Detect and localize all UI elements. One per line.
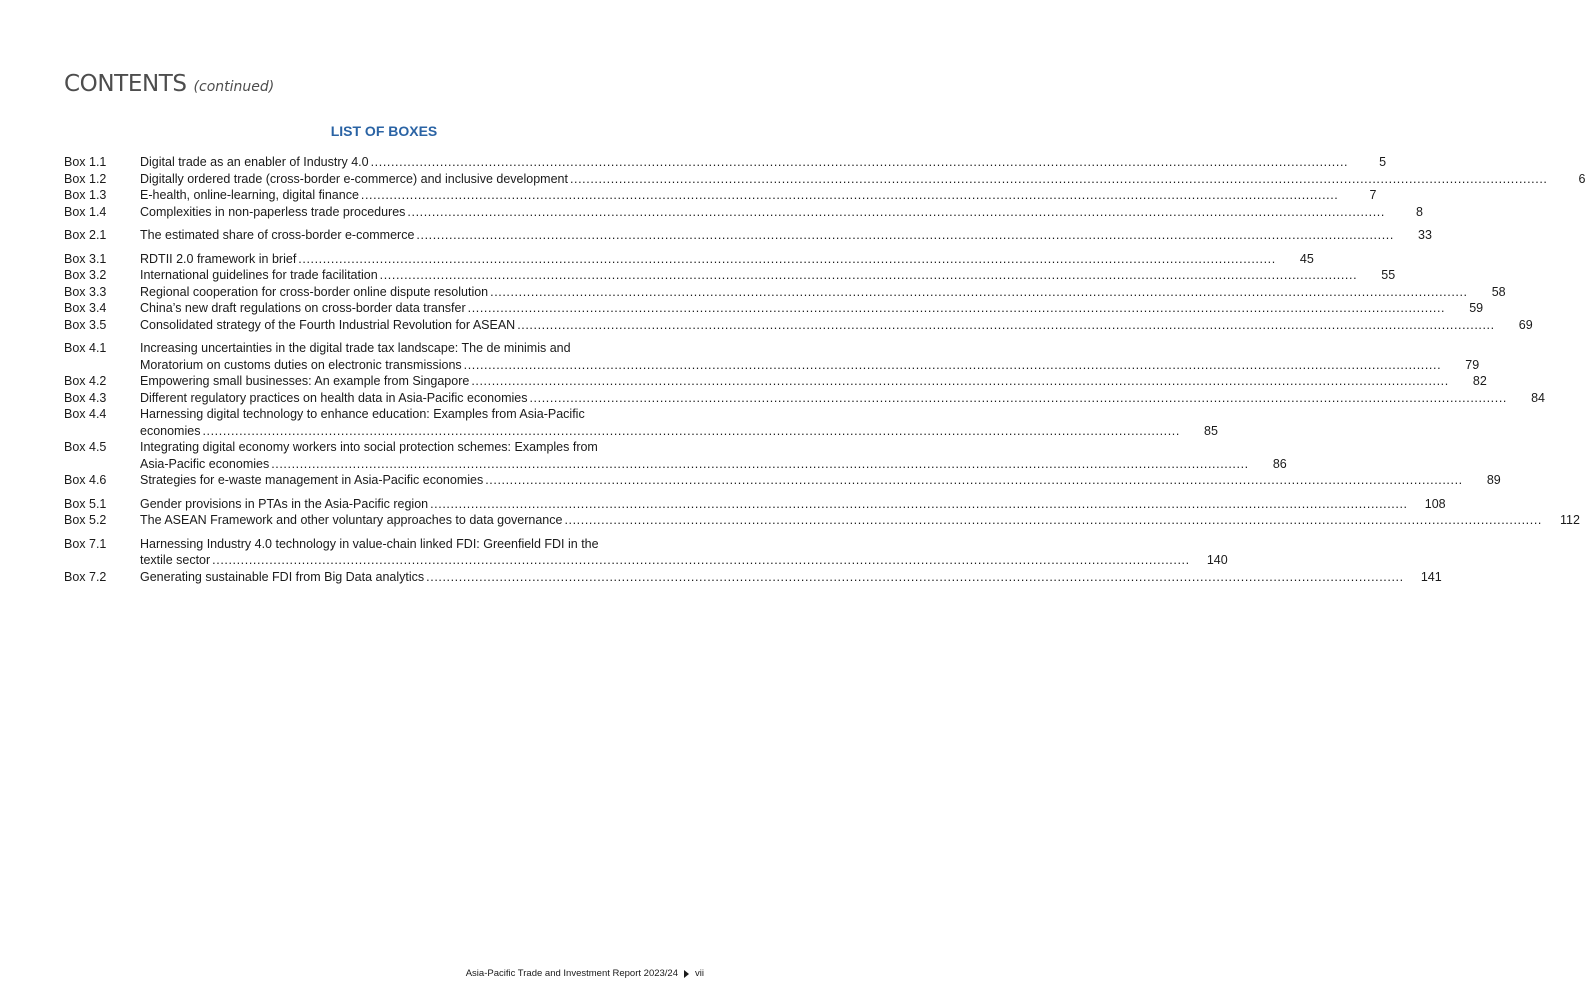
box-title-line (140, 456, 1287, 473)
footer-report-title: Asia-Pacific Trade and Investment Report 2023/24 (465, 968, 679, 979)
toc-entry[interactable] (64, 472, 1501, 489)
box-title-text: Generating sustainable FDI from Big Data analytics (140, 569, 425, 584)
box-list (64, 154, 1585, 592)
box-title-line (140, 204, 1423, 221)
dot-leader: ................................................................................................................................................................................................................................................ (430, 496, 1408, 511)
box-title (140, 267, 1396, 284)
dot-leader: ................................................................................................................................................................................................................................................ (416, 228, 1394, 242)
box-title (140, 373, 1487, 390)
box-group (64, 251, 1533, 334)
page-title (64, 71, 274, 97)
box-title-line (140, 300, 1484, 317)
box-title (140, 390, 1545, 407)
box-group (64, 154, 1585, 220)
box-title (140, 284, 1506, 301)
page-number: 89 (1486, 473, 1501, 487)
page-number: 86 (1272, 456, 1287, 471)
toc-entry[interactable] (64, 390, 1545, 407)
page-number: 79 (1465, 357, 1480, 372)
page-number: 84 (1531, 390, 1545, 405)
box-title (140, 171, 1585, 188)
toc-entry[interactable] (64, 317, 1533, 334)
footer-page-number: vii (695, 968, 704, 979)
box-title-line (140, 439, 704, 456)
page-number: 7 (1369, 188, 1377, 202)
box-title (140, 227, 1432, 244)
box-title (140, 154, 1387, 171)
box-title-line (140, 512, 1580, 529)
box-title-text: Empowering small businesses: An example from Singapore (140, 374, 470, 388)
box-title-line (140, 251, 1314, 268)
box-number: Box 1.3 (64, 188, 107, 202)
box-title-text: Digitally ordered trade (cross-border e-commerce) and inclusive development (140, 171, 568, 186)
dot-leader: ................................................................................................................................................................................................................................................ (485, 473, 1463, 487)
box-title-text: Moratorium on customs duties on electronic transmissions (140, 357, 462, 372)
toc-entry[interactable] (64, 300, 1484, 317)
box-title-line (140, 423, 1218, 440)
box-number: Box 3.2 (64, 268, 107, 282)
box-title-text: Integrating digital economy workers into social protection schemes: Examples from (140, 440, 598, 454)
box-title (140, 472, 1501, 489)
box-title-text: Gender provisions in PTAs in the Asia-Pacific region (140, 496, 429, 511)
box-title-line (140, 390, 1545, 407)
dot-leader: ................................................................................................................................................................................................................................................ (564, 513, 1542, 527)
box-title-line (140, 536, 704, 553)
box-title-text: International guidelines for trade facilitation (140, 268, 378, 282)
page-number: 69 (1518, 317, 1533, 332)
box-number: Box 4.6 (64, 473, 107, 487)
toc-entry[interactable] (64, 187, 1377, 204)
dot-leader: ................................................................................................................................................................................................................................................ (463, 357, 1442, 372)
page-number: 59 (1469, 301, 1484, 315)
box-number: Box 4.4 (64, 407, 107, 421)
dot-leader: ................................................................................................................................................................................................................................................ (471, 374, 1449, 388)
page-footer (466, 968, 704, 979)
box-title (140, 204, 1423, 221)
box-title-line (140, 187, 1377, 204)
continued-label: (continued) (193, 79, 275, 95)
dot-leader: ................................................................................................................................................................................................................................................ (490, 284, 1468, 299)
box-title-text: Consolidated strategy of the Fourth Industrial Revolution for ASEAN (140, 317, 516, 332)
box-title (140, 300, 1484, 317)
box-title-text: Different regulatory practices on health data in Asia-Pacific economies (140, 390, 528, 405)
box-title-text: Increasing uncertainties in the digital trade tax landscape: The de minimis and (140, 341, 571, 355)
box-number: Box 4.2 (64, 374, 107, 388)
dot-leader: ................................................................................................................................................................................................................................................ (379, 268, 1358, 282)
box-number: Box 7.2 (64, 569, 107, 584)
toc-entry[interactable] (64, 267, 1396, 284)
page-number: 33 (1418, 228, 1432, 242)
box-title-text: Harnessing digital technology to enhance education: Examples from Asia-Pacific (140, 407, 585, 421)
box-number: Box 5.1 (64, 496, 107, 511)
dot-leader: ................................................................................................................................................................................................................................................ (426, 569, 1404, 584)
box-group (64, 536, 1442, 586)
box-title-text: RDTII 2.0 framework in brief (140, 251, 297, 266)
toc-entry[interactable] (64, 171, 1585, 188)
box-title-text: textile sector (140, 553, 211, 567)
dot-leader: ................................................................................................................................................................................................................................................ (370, 155, 1349, 169)
box-number: Box 3.5 (64, 317, 107, 332)
box-number: Box 2.1 (64, 228, 107, 242)
dot-leader: ................................................................................................................................................................................................................................................ (569, 171, 1548, 186)
dot-leader: ................................................................................................................................................................................................................................................ (298, 251, 1276, 266)
box-group (64, 227, 1432, 244)
box-number: Box 3.1 (64, 251, 107, 266)
box-title (140, 512, 1580, 529)
toc-entry[interactable] (64, 569, 1442, 586)
box-title-line (140, 340, 704, 357)
dot-leader: ................................................................................................................................................................................................................................................ (271, 456, 1249, 471)
dot-leader: ................................................................................................................................................................................................................................................ (212, 553, 1190, 567)
box-title-text: The ASEAN Framework and other voluntary approaches to data governance (140, 513, 563, 527)
box-title-text: Harnessing Industry 4.0 technology in value-chain linked FDI: Greenfield FDI in the (140, 536, 599, 551)
box-number: Box 1.4 (64, 204, 107, 219)
box-title (140, 317, 1533, 334)
box-title (140, 536, 1228, 569)
box-title-line (140, 284, 1506, 301)
box-title-text: China’s new draft regulations on cross-border data transfer (140, 301, 466, 315)
box-title-line (140, 317, 1533, 334)
box-number: Box 3.4 (64, 301, 107, 315)
page-number: 82 (1472, 374, 1487, 388)
box-number: Box 1.2 (64, 171, 107, 186)
box-title-line (140, 267, 1396, 284)
page-number: 112 (1560, 513, 1580, 527)
box-group (64, 496, 1580, 529)
page-number: 140 (1206, 553, 1228, 567)
toc-entry[interactable] (64, 154, 1387, 171)
box-title-line (140, 357, 1480, 374)
box-title-text: Digital trade as an enabler of Industry 4.0 (140, 155, 369, 169)
box-title-text: Asia-Pacific economies (140, 456, 270, 471)
page-number: 6 (1578, 171, 1585, 186)
toc-entry[interactable] (64, 373, 1487, 390)
dot-leader: ................................................................................................................................................................................................................................................ (517, 317, 1495, 332)
page-title-text: CONTENTS (64, 71, 187, 97)
page-number: 55 (1381, 268, 1396, 282)
box-title-text: E-health, online-learning, digital finance (140, 188, 359, 202)
box-title (140, 569, 1442, 586)
box-title (140, 439, 1287, 472)
box-title-line (140, 569, 1442, 586)
page-number: 85 (1204, 423, 1218, 438)
dot-leader: ................................................................................................................................................................................................................................................ (407, 204, 1385, 219)
box-title (140, 496, 1446, 513)
page-number: 141 (1420, 569, 1442, 584)
box-title-line (140, 472, 1501, 489)
box-group (64, 340, 1545, 489)
box-number: Box 5.2 (64, 513, 107, 527)
toc-entry[interactable] (64, 284, 1506, 301)
toc-entry[interactable] (64, 340, 1480, 373)
box-title-text: Complexities in non-paperless trade procedures (140, 204, 406, 219)
box-title-line (140, 406, 704, 423)
dot-leader: ................................................................................................................................................................................................................................................ (202, 423, 1180, 438)
box-title-text: Regional cooperation for cross-border online dispute resolution (140, 284, 489, 299)
box-title-line (140, 154, 1387, 171)
box-number: Box 1.1 (64, 155, 107, 169)
box-number: Box 4.1 (64, 341, 107, 355)
box-title (140, 340, 1480, 373)
box-title-line (140, 227, 1432, 244)
box-title (140, 406, 1218, 439)
toc-entry[interactable] (64, 512, 1580, 529)
box-title-text: Strategies for e-waste management in Asia-Pacific economies (140, 473, 484, 487)
dot-leader: ................................................................................................................................................................................................................................................ (529, 390, 1507, 405)
box-number: Box 4.5 (64, 440, 107, 454)
dot-leader: ................................................................................................................................................................................................................................................ (360, 188, 1339, 202)
page-number: 58 (1491, 284, 1506, 299)
box-title-line (140, 171, 1585, 188)
toc-entry[interactable] (64, 251, 1314, 268)
toc-entry[interactable] (64, 496, 1446, 513)
toc-entry[interactable] (64, 204, 1423, 221)
toc-entry[interactable] (64, 406, 1218, 439)
box-title (140, 251, 1314, 268)
page-number: 5 (1379, 155, 1387, 169)
box-number: Box 7.1 (64, 536, 107, 551)
box-title (140, 187, 1377, 204)
box-title-text: The estimated share of cross-border e-commerce (140, 228, 415, 242)
box-number: Box 3.3 (64, 284, 107, 299)
box-title-line (140, 496, 1446, 513)
page-number: 8 (1415, 204, 1423, 219)
footer-arrow-icon (684, 970, 689, 978)
toc-entry[interactable] (64, 439, 1287, 472)
page-number: 108 (1424, 496, 1446, 511)
box-title-line (140, 552, 1228, 569)
box-number: Box 4.3 (64, 390, 107, 405)
toc-entry[interactable] (64, 227, 1432, 244)
toc-entry[interactable] (64, 536, 1228, 569)
dot-leader: ................................................................................................................................................................................................................................................ (467, 301, 1446, 315)
box-title-line (140, 373, 1487, 390)
box-title-text: economies (140, 423, 201, 438)
page-number: 45 (1299, 251, 1314, 266)
list-of-boxes-heading: LIST OF BOXES (330, 123, 438, 139)
